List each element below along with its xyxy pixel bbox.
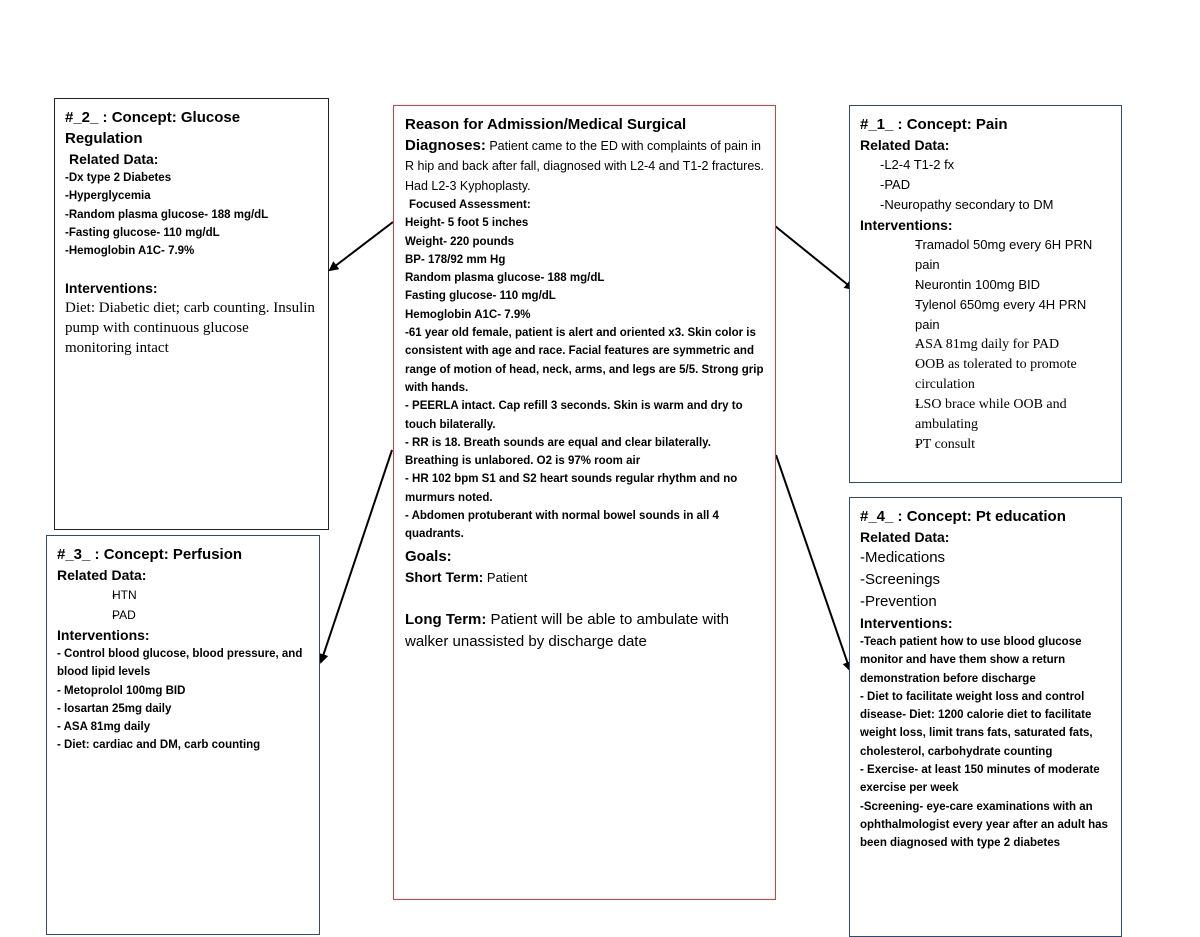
list-item: -61 year old female, patient is alert and oriented x3. Skin color is consistent with age and race. Facial features are symmetric and range of motion of head, neck, arms, and legs are 5/5. Strong grip with hands. [405,327,764,394]
arrow-to-concept-4 [776,455,850,670]
item-text: PAD [112,608,136,622]
concept-4-interventions-list [860,633,1111,853]
list-item [860,355,1111,395]
diagnoses-text: Patient came to the ED with complaints of pain in R hip and back after fall, diagnosed with L2-4 and T1-2 fractures. Had L2-3 Kyphoplasty. [405,139,765,193]
list-item: -Screening- eye-care examinations with an ophthalmologist every year after an adult has been diagnosed with type 2 diabetes [860,800,1108,850]
list-item: -Hemoglobin A1C- 7.9% [65,245,195,258]
list-item: - losartan 25mg daily [57,702,172,715]
list-item: - Exercise- at least 150 minutes of moderate exercise per week [860,764,1100,795]
item-text: Neurontin 100mg BID [915,277,1041,292]
concept-2-related-label: Related Data: [69,151,159,167]
list-item [57,605,309,625]
list-item: -Fasting glucose- 110 mg/dL [65,226,220,239]
list-item [860,235,1111,275]
concept-3-related-label: Related Data: [57,567,147,583]
item-text: PT consult [915,437,976,452]
concept-2-interventions-label: Interventions: [65,280,158,297]
concept-1-box [849,105,1122,483]
list-item: Random plasma glucose- 188 mg/dL [405,272,605,285]
concept-1-heading: #_1_ : Concept: Pain [860,116,1008,133]
assessment-list [405,214,764,543]
list-item: - Control blood glucose, blood pressure, and blood lipid levels [57,648,303,679]
list-item: - Abdomen protuberant with normal bowel sounds in all 4 quadrants. [405,510,719,541]
arrow-to-concept-1 [775,226,853,289]
list-item: -Hyperglycemia [65,190,151,203]
item-text: HTN [112,588,137,602]
list-item [860,335,1111,355]
arrow-to-concept-3 [321,450,392,662]
long-term-text: Patient will be able to ambulate with walker unassisted by discharge date [405,610,730,650]
concept-3-heading: #_3_ : Concept: Perfusion [57,546,243,563]
list-item: Height- 5 foot 5 inches [405,217,529,230]
list-item: - Diet: cardiac and DM, carb counting [57,739,261,752]
long-term-label: Long Term: [405,610,487,628]
concept-4-box [849,497,1122,937]
concept-2-related-list [65,169,318,260]
concept-2-heading: #_2_ : Concept: Glucose Regulation [65,109,241,147]
concept-3-interventions-label: Interventions: [57,627,150,643]
short-term-text: Patient [483,569,528,585]
list-item [860,435,1111,455]
concept-3-interventions-list [57,645,309,755]
diagnoses-label: Diagnoses: [405,137,486,154]
list-item [860,395,1111,435]
list-item: -Dx type 2 Diabetes [65,172,172,184]
list-item: Fasting glucose- 110 mg/dL [405,290,556,303]
list-item: - Metoprolol 100mg BID [57,684,186,697]
concept-1-interventions-list [860,235,1111,455]
list-item: - PEERLA intact. Cap refill 3 seconds. Skin is warm and dry to touch bilaterally. [405,400,743,431]
list-item: - ASA 81mg daily [57,721,151,734]
list-item: Weight- 220 pounds [405,235,515,248]
item-text: LSO brace while OOB and ambulating [915,397,1067,432]
diagnoses-paragraph [405,135,764,196]
concept-4-related-list [860,547,1111,613]
short-term-goal [405,567,764,589]
list-item: -Neuropathy secondary to DM [880,197,1054,212]
concept-1-related-label: Related Data: [860,137,950,153]
list-item: Hemoglobin A1C- 7.9% [405,308,531,321]
list-item: -Medications [860,549,946,566]
concept-3-related-list [57,585,309,625]
list-item: -Teach patient how to use blood glucose monitor and have them show a return demonstration before discharge [860,636,1082,685]
concept-4-heading: #_4_ : Concept: Pt education [860,508,1066,525]
short-term-label: Short Term: [405,568,484,585]
list-item: - RR is 18. Breath sounds are equal and clear bilaterally. Breathing is unlabored. O2 is 97% room air [405,436,711,468]
list-item [860,295,1111,335]
concept-1-related-list [860,155,1111,215]
list-item [860,275,1111,295]
concept-2-interventions-text: Diet: Diabetic diet; carb counting. Insulin pump with continuous glucose monitoring intact [65,300,315,357]
list-item: BP- 178/92 mm Hg [405,253,506,266]
concept-1-interventions-label: Interventions: [860,217,953,233]
item-text: Tramadol 50mg every 6H PRN pain [915,237,1093,272]
concept-4-related-label: Related Data: [860,529,950,545]
list-item: -PAD [880,177,911,192]
arrow-to-concept-2 [330,222,393,270]
goals-label: Goals: [405,547,452,565]
concept-3-box [46,535,320,935]
long-term-goal [405,609,764,653]
item-text: OOB as tolerated to promote circulation [915,357,1077,392]
center-admission-box [393,105,776,900]
center-heading: Reason for Admission/Medical Surgical [405,116,687,133]
list-item: -L2-4 T1-2 fx [880,157,955,172]
list-item: -Prevention [860,593,937,610]
list-item: -Screenings [860,571,941,588]
list-item: - Diet to facilitate weight loss and control disease- Diet: 1200 calorie diet to facilitate weight loss, limit trans fats, saturated fats, cholesterol, carbohydrate counting [860,690,1093,758]
list-item [57,585,309,605]
item-text: Tylenol 650mg every 4H PRN pain [915,297,1087,332]
focused-assessment-label: Focused Assessment: [409,199,531,211]
list-item: - HR 102 bpm S1 and S2 heart sounds regular rhythm and no murmurs noted. [405,473,738,504]
concept-2-box [54,98,329,530]
list-item: -Random plasma glucose- 188 mg/dL [65,208,269,221]
concept-4-interventions-label: Interventions: [860,615,953,631]
item-text: ASA 81mg daily for PAD [915,337,1060,352]
